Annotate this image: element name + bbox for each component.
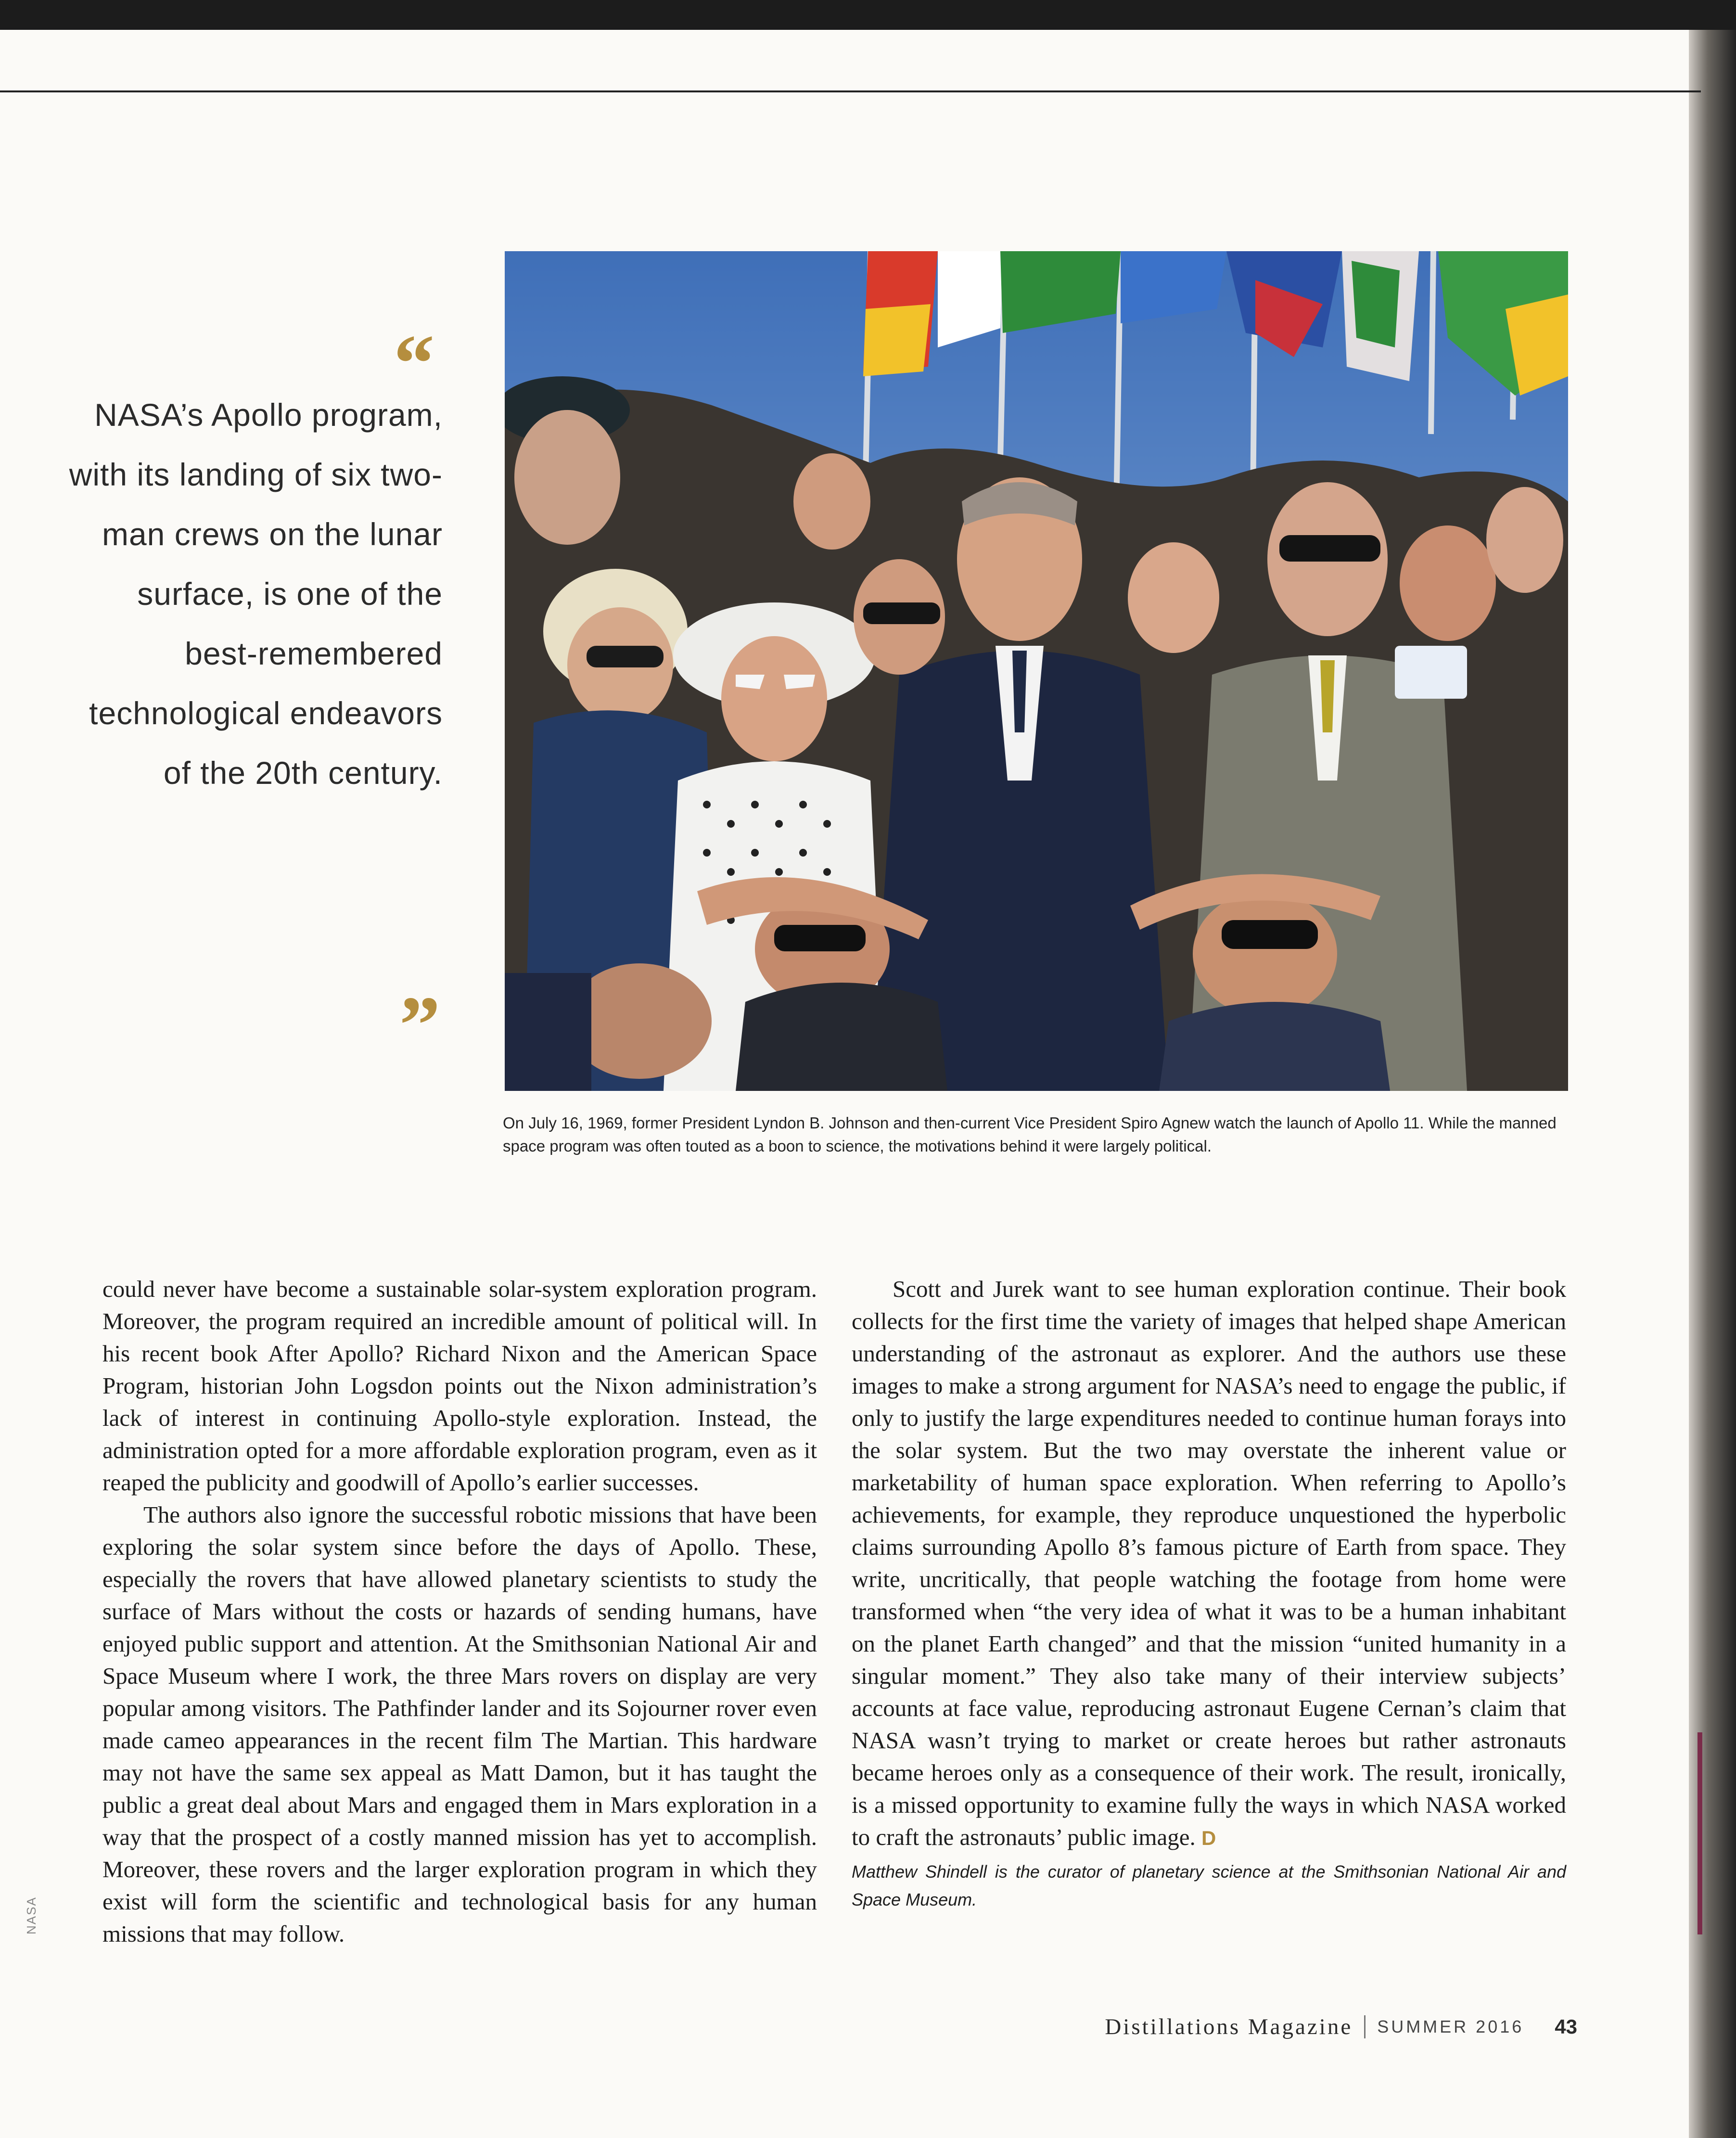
close-quote-mark: ” <box>399 980 440 1070</box>
article-column-right <box>852 1273 1566 1914</box>
magazine-name: Distillations Magazine <box>1105 2014 1353 2039</box>
article-paragraph <box>852 1273 1566 1854</box>
page-footer <box>1105 2014 1577 2040</box>
article-column-left <box>102 1273 817 1950</box>
page-edge-strip <box>1698 1732 1702 1934</box>
page-number: 43 <box>1555 2015 1577 2038</box>
header-rule <box>0 90 1701 92</box>
article-paragraph: The authors also ignore the successful robotic missions that have been exploring the solar system since before the days of Apollo. These, especially the rovers that have allowed planetary scientists to study the surface of Mars without the costs or hazards of sending humans, have enjoyed public support and attention. At the Smithsonian National Air and Space Museum where I work, the three Mars rovers on display are very popular among visitors. The Pathfinder lander and its Sojourner rover even made cameo appearances in the recent film The Martian. This hardware may not have the same sex appeal as Matt Damon, but it has taught the public a great deal about Mars and engaged them in Mars exploration in a way that the prospect of a costly manned mission has yet to accomplish. Moreover, these rovers and the larger exploration program in which they exist will form the scientific and technological basis for any human missions that may follow. <box>102 1501 817 1947</box>
article-paragraph-text: Scott and Jurek want to see human exploration continue. Their book collects for the first time the variety of images that helped shape American understanding of the astronaut as explorer. And the authors use these images to make a strong argument for NASA’s need to engage the public, if only to justify the large expenditures needed to continue human forays into the solar system. But the two may overstate the inherent value or marketability of human space exploration. When referring to Apollo’s achievements, for example, they reproduce unquestioned the hyperbolic claims surrounding Apollo 8’s famous picture of Earth from space. They write, uncritically, that people watching the footage from home were transformed when “the very idea of what it was to be a human inhabitant on the planet Earth changed” and that the mission “united humanity in a singular moment.” They also take many of their interview subjects’ accounts at face value, reproducing astronaut Eugene Cernan’s claim that NASA wasn’t trying to market or create heroes but rather astronauts became heroes only as a consequence of their work. The result, ironically, is a missed opportunity to examine fully the ways in which NASA worked to craft the astronauts’ public image. <box>852 1276 1566 1850</box>
page-edge-shadow <box>1689 30 1736 2138</box>
author-bio: Matthew Shindell is the curator of planetary science at the Smithsonian National Air and Space Museum. <box>852 1862 1566 1909</box>
article-paragraph: could never have become a sustainable solar-system exploration program. Moreover, the program required an incredible amount of political will. In his recent book After Apollo? Richard Nixon and the American Space Program, historian John Logsdon points out the Nixon administration’s lack of interest in continuing Apollo-style exploration. Instead, the administration opted for a more affordable exploration program, even as it reaped the publicity and goodwill of Apollo’s earlier successes. <box>102 1276 817 1496</box>
end-mark: D <box>1201 1827 1216 1849</box>
apollo-launch-photo <box>505 251 1568 1091</box>
footer-divider <box>1364 2015 1366 2038</box>
crowd-photo-illustration <box>505 251 1568 1091</box>
photo-caption: On July 16, 1969, former President Lyndon B. Johnson and then-current Vice President Spiro Agnew watch the launch of Apollo 11. While the manned space program was often touted as a boon to science, the motivations behind it were largely political. <box>503 1114 1557 1155</box>
pull-quote: NASA’s Apollo program, with its landing of six two-man crews on the lunar surface, is one of the best-remembered technological endeavors of the 20th century. <box>69 397 443 791</box>
issue-label: SUMMER 2016 <box>1377 2017 1524 2036</box>
photo-credit: NASA <box>24 1896 38 1934</box>
open-quote-mark: “ <box>394 318 434 409</box>
